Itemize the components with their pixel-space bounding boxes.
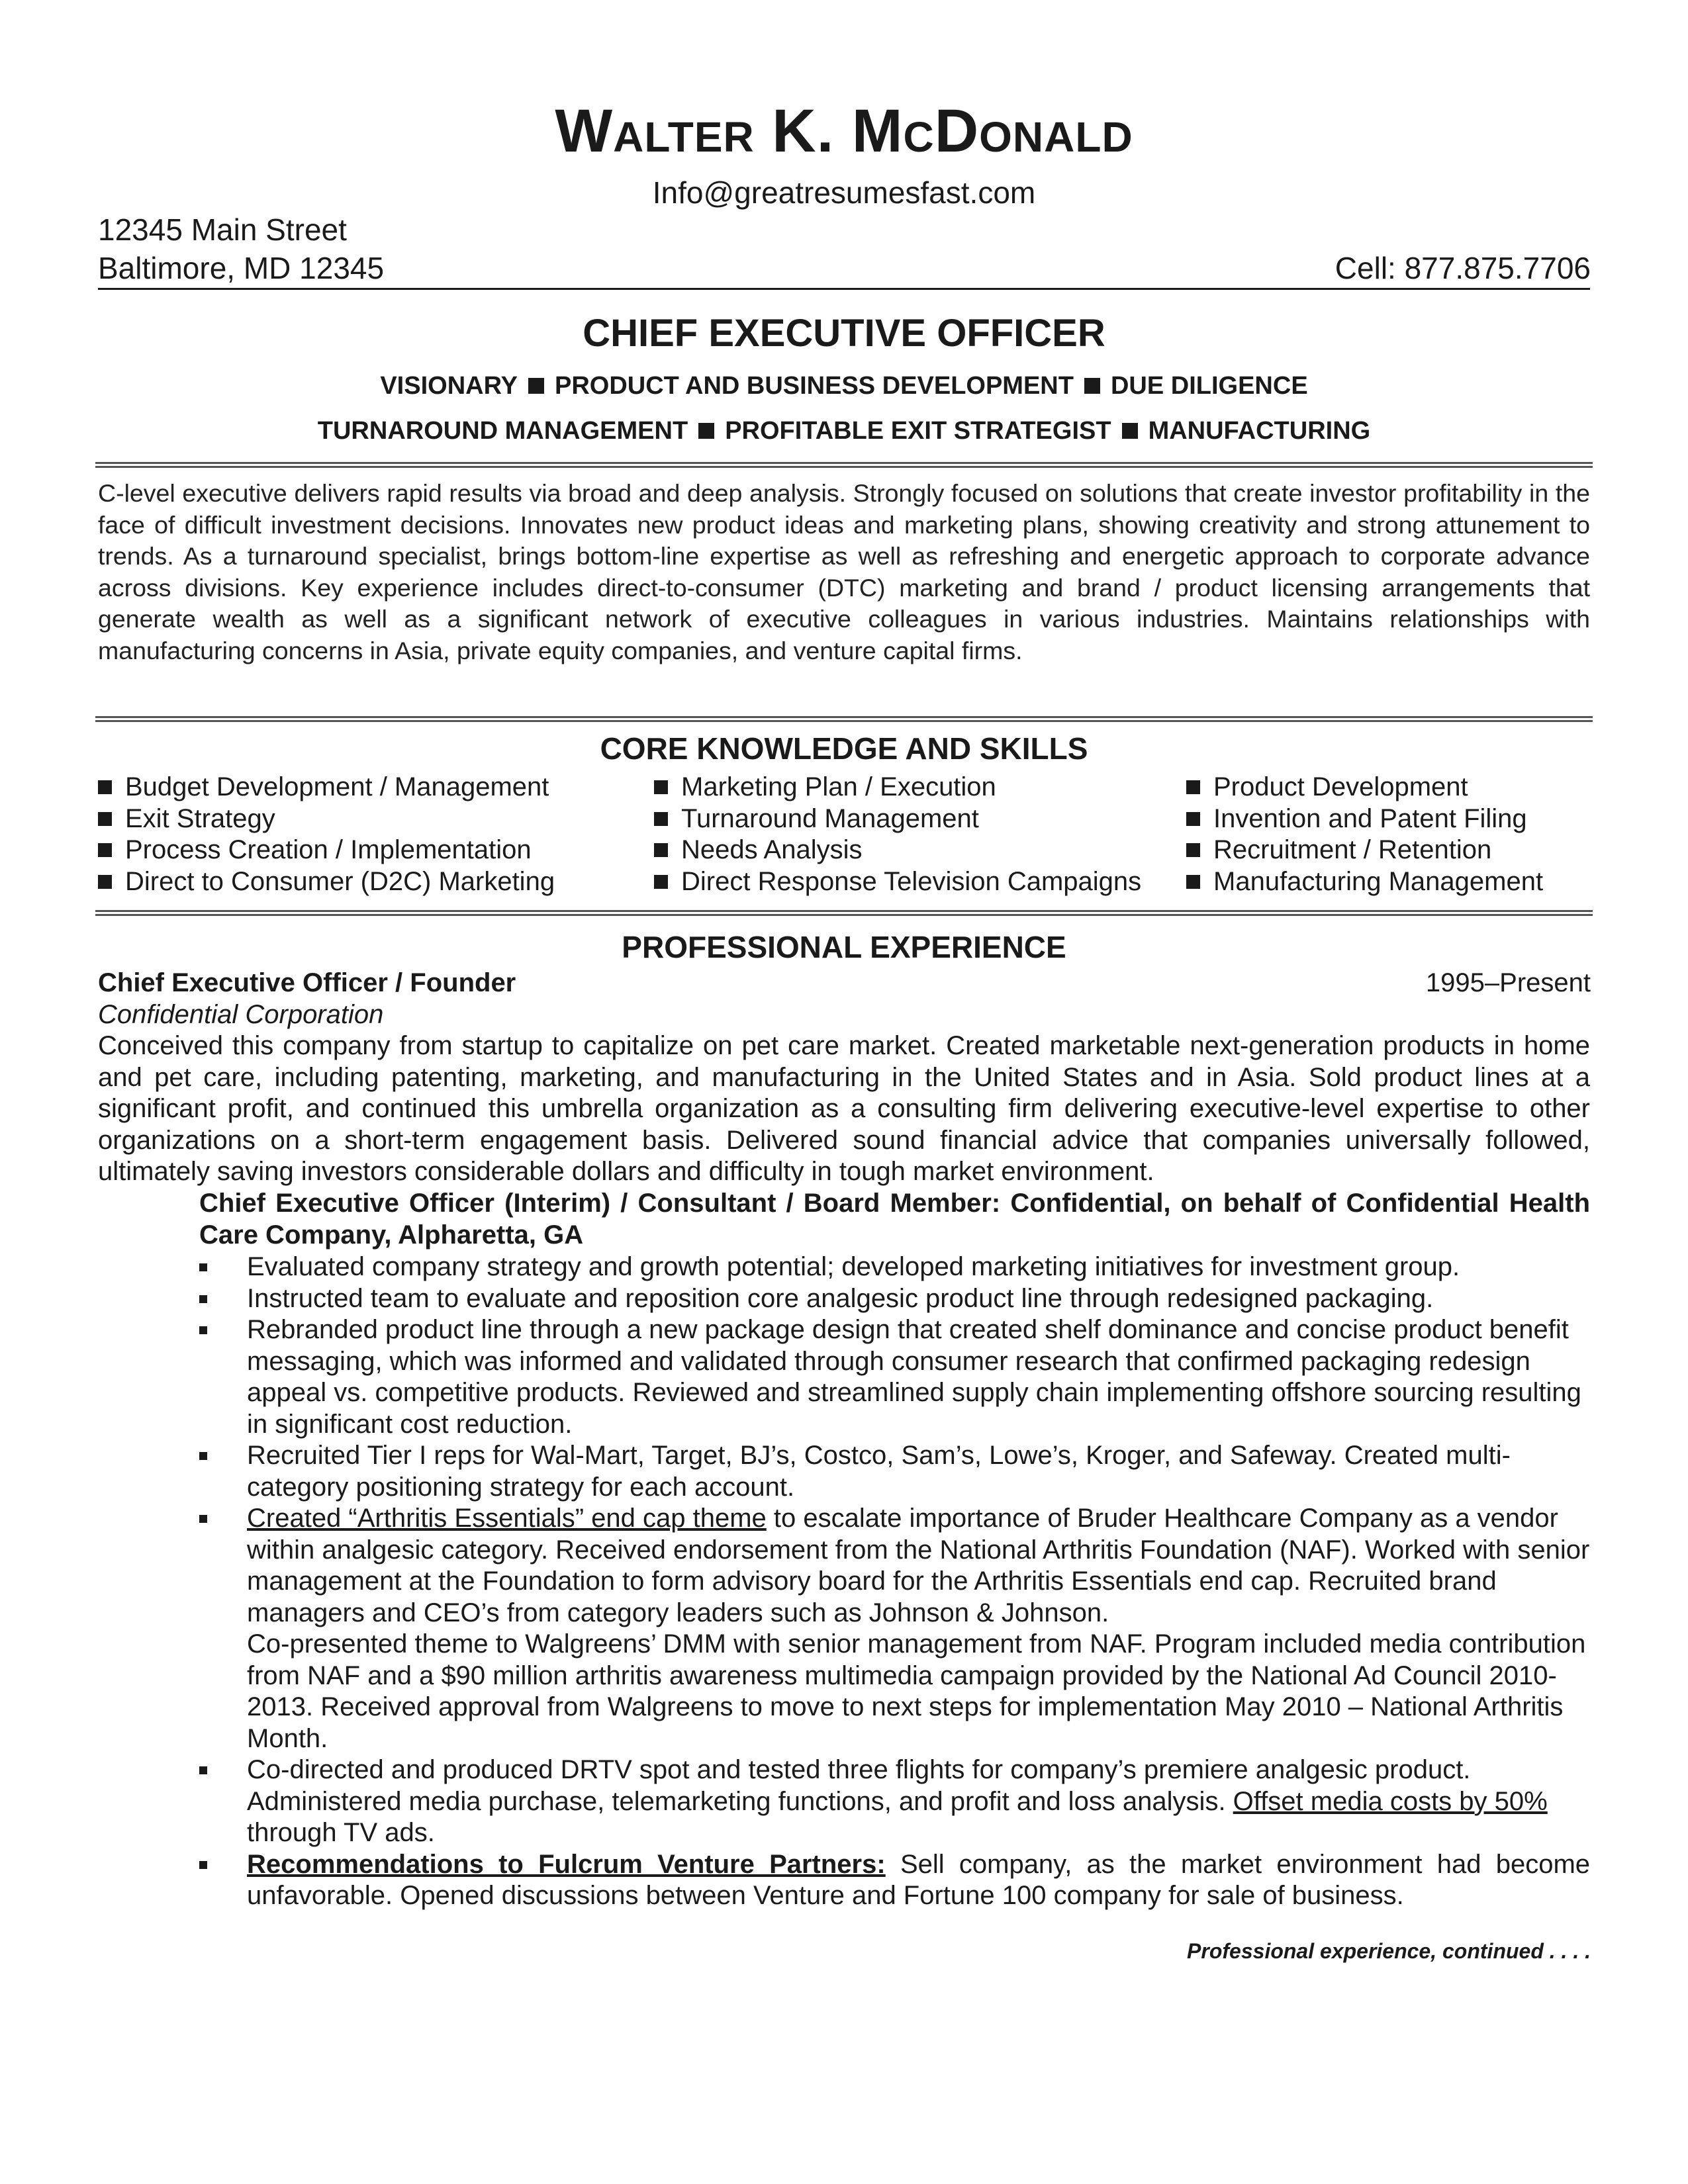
skill-item: Manufacturing Management <box>1186 866 1543 898</box>
tagline-item: DUE DILIGENCE <box>1110 372 1308 400</box>
list-item: Evaluated company strategy and growth potential; developed marketing initiatives for investment group. <box>199 1251 1590 1283</box>
tagline-item: PRODUCT AND BUSINESS DEVELOPMENT <box>554 372 1074 400</box>
skill-item: Direct to Consumer (D2C) Marketing <box>98 866 555 898</box>
list-item: Recommendations to Fulcrum Venture Partners: Sell company, as the market environment had become unfavorable. Opened discussions between Venture and Fortune 100 company for sale of business. <box>199 1849 1590 1912</box>
square-bullet-icon <box>1186 780 1200 794</box>
headline-tagline-1 <box>0 372 1688 400</box>
skill-item: Product Development <box>1186 772 1543 803</box>
skill-item: Process Creation / Implementation <box>98 835 555 866</box>
bullet-icon <box>199 1326 207 1334</box>
list-item: Recruited Tier I reps for Wal-Mart, Target, BJ’s, Costco, Sam’s, Lowe’s, Kroger, and Safeway. Created multi-category positioning strategy for each account. <box>199 1440 1590 1503</box>
underlined-label: Recommendations to Fulcrum Venture Partners: <box>247 1849 886 1879</box>
square-bullet-icon <box>1186 875 1200 889</box>
sub-role-heading: Chief Executive Officer (Interim) / Consultant / Board Member: Confidential, on behalf of Confidential Health Care Company, Alpharetta, GA <box>199 1189 1590 1250</box>
list-item: Instructed team to evaluate and reposition core analgesic product line through redesigned packaging. <box>199 1283 1590 1315</box>
skills-column-2 <box>654 772 1141 897</box>
headline-title: CHIEF EXECUTIVE OFFICER <box>583 312 1105 355</box>
skill-item: Turnaround Management <box>654 803 1141 835</box>
skill-item: Budget Development / Management <box>98 772 555 803</box>
tagline-item: TURNAROUND MANAGEMENT <box>317 417 688 445</box>
email-address[interactable]: Info@greatresumesfast.com <box>652 175 1036 210</box>
continued-note: Professional experience, continued . . . . <box>1187 1939 1591 1963</box>
underlined-phrase: Offset media costs by 50% <box>1233 1786 1548 1816</box>
square-bullet-icon <box>698 423 714 439</box>
square-bullet-icon <box>1084 378 1100 394</box>
square-bullet-icon <box>98 780 112 794</box>
job-dates: 1995–Present <box>1425 968 1591 997</box>
cell-phone: Cell: 877.875.7706 <box>1335 251 1591 285</box>
achievement-list <box>199 1251 1590 1912</box>
square-bullet-icon <box>654 875 668 889</box>
section-divider <box>95 462 1593 468</box>
square-bullet-icon <box>98 843 112 857</box>
skill-item: Direct Response Television Campaigns <box>654 866 1141 898</box>
bullet-icon <box>199 1295 207 1303</box>
bullet-icon <box>199 1515 207 1523</box>
bullet-icon <box>199 1452 207 1460</box>
contact-divider <box>98 288 1590 290</box>
job-description: Conceived this company from startup to capitalize on pet care market. Created marketable next-generation products in home and pet care, including patenting, marketing, and manufacturing in the United States and in Asia. Sold product lines at a significant profit, and continued this umbrella organization as a consulting firm delivering executive-level expertise to other organizations on a short-term engagement basis. Delivered sound financial advice that companies universally followed, ultimately saving investors considerable dollars and difficulty in tough market environment. <box>98 1031 1590 1186</box>
square-bullet-icon <box>528 378 544 394</box>
section-divider <box>95 716 1593 722</box>
underlined-phrase: Created “Arthritis Essentials” end cap theme <box>247 1504 767 1533</box>
skill-item: Marketing Plan / Execution <box>654 772 1141 803</box>
square-bullet-icon <box>654 812 668 826</box>
street-address: 12345 Main Street <box>98 212 347 247</box>
tagline-item: VISIONARY <box>380 372 518 400</box>
list-item: Created “Arthritis Essentials” end cap theme to escalate importance of Bruder Healthcare Company as a vendor within analgesic category. Received endorsement from the National Arthritis Foundation (NAF). Worked with senior management at the Foundation to form advisory board for the Arthritis Essentials end cap. Recruited brand managers and CEO’s from category leaders such as Johnson & Johnson. Co-presented theme to Walgreens’ DMM with senior management from NAF. Program included media contribution from NAF and a $90 million arthritis awareness multimedia campaign provided by the National Ad Council 2010-2013. Received approval from Walgreens to move to next steps for implementation May 2010 – National Arthritis Month. <box>199 1503 1590 1754</box>
job-title: Chief Executive Officer / Founder <box>98 968 516 997</box>
square-bullet-icon <box>98 875 112 889</box>
tagline-item: PROFITABLE EXIT STRATEGIST <box>725 417 1111 445</box>
square-bullet-icon <box>1122 423 1138 439</box>
square-bullet-icon <box>654 780 668 794</box>
list-item: Co-directed and produced DRTV spot and tested three flights for company’s premiere analgesic product. Administered media purchase, telemarketing functions, and profit and loss analysis. Offset media costs by 50% through TV ads. <box>199 1754 1590 1849</box>
skill-item: Exit Strategy <box>98 803 555 835</box>
square-bullet-icon <box>1186 812 1200 826</box>
skills-heading: CORE KNOWLEDGE AND SKILLS <box>600 731 1088 766</box>
section-divider <box>95 910 1593 916</box>
summary-paragraph: C-level executive delivers rapid results via broad and deep analysis. Strongly focused on solutions that create investor profitability in the face of difficult investment decisions. Innovates new product ideas and marketing plans, showing creativity and strong attunement to trends. As a turnaround specialist, brings bottom-line expertise as well as refreshing and energetic approach to corporate advance across divisions. Key experience includes direct-to-consumer (DTC) marketing and brand / product licensing arrangements that generate wealth as well as a significant network of executive colleagues in various industries. Maintains relationships with manufacturing concerns in Asia, private equity companies, and venture capital firms. <box>98 479 1590 664</box>
square-bullet-icon <box>1186 843 1200 857</box>
skills-column-1 <box>98 772 555 897</box>
job-company: Confidential Corporation <box>98 1000 384 1029</box>
bullet-icon <box>199 1766 207 1774</box>
bullet-icon <box>199 1263 207 1271</box>
experience-heading: PROFESSIONAL EXPERIENCE <box>622 930 1066 964</box>
skill-item: Needs Analysis <box>654 835 1141 866</box>
city-state-zip: Baltimore, MD 12345 <box>98 251 385 285</box>
headline-tagline-2 <box>0 417 1688 445</box>
list-item: Rebranded product line through a new package design that created shelf dominance and concise product benefit messaging, which was informed and validated through consumer research that confirmed packaging redesign appeal vs. competitive products. Reviewed and streamlined supply chain implementing offshore sourcing resulting in significant cost reduction. <box>199 1314 1590 1440</box>
candidate-name: Walter K. McDonald <box>555 97 1133 165</box>
bullet-icon <box>199 1861 207 1869</box>
square-bullet-icon <box>98 812 112 826</box>
tagline-item: MANUFACTURING <box>1148 417 1371 445</box>
skills-column-3 <box>1186 772 1543 897</box>
skill-item: Invention and Patent Filing <box>1186 803 1543 835</box>
square-bullet-icon <box>654 843 668 857</box>
skill-item: Recruitment / Retention <box>1186 835 1543 866</box>
